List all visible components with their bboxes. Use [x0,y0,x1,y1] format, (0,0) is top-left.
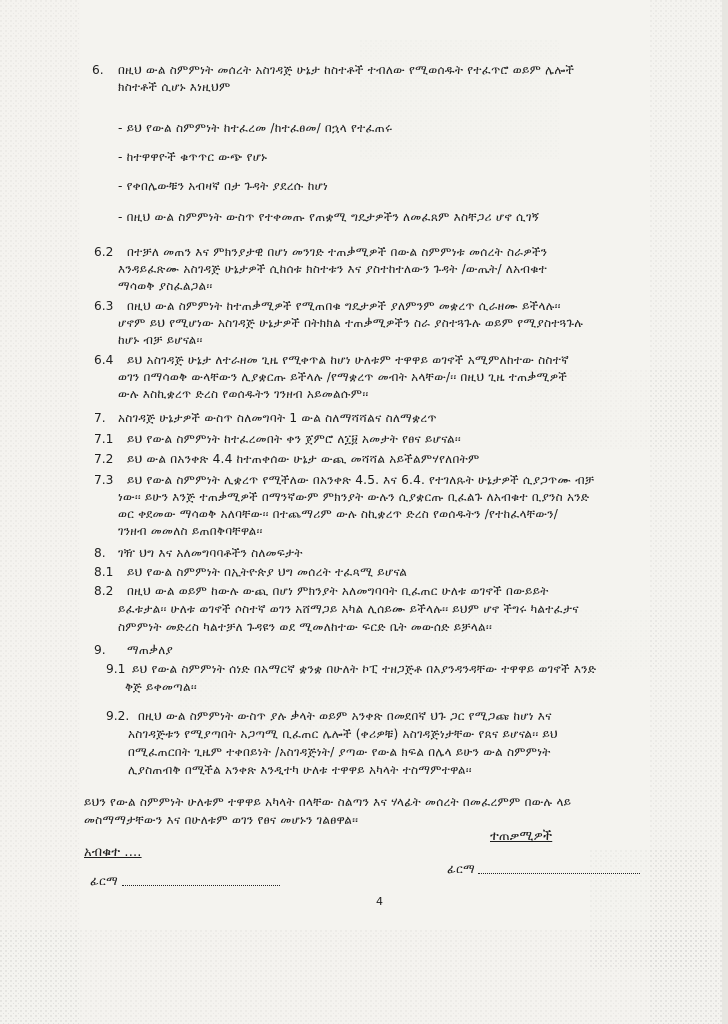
section-6-bullet: - በዚህ ውል ስምምነት ውስጥ የተቀመጡ የጠቋሚ ግዴታዎችን ለመፈጸም እስቸጋሪ ሆኖ ሲገኝ [118,210,540,224]
clause-9-1-number: 9.1 [106,662,126,676]
section-8-title: ገዥ ህግ እና አለመግባባቶችን ስለመፍታት [118,546,303,560]
section-6-bullet: - ከተዋዋዮች ቁጥጥር ውጭ የሆኑ [118,150,268,164]
signature-line-right [478,873,640,874]
clause-6-3-line3: ከሆኑ ብቻ ይሆናል፡፡ [118,333,203,347]
clause-9-2-number: 9.2. [106,709,130,723]
clause-6-4-number: 6.4 [94,353,114,367]
clause-9-2-line1: በዚህ ውል ስምምነት ውስጥ ያሉ ቃላት ወይም አንቀጽ በመደበኛ ህጉ ጋር የሚጋጩ ከሆነ እና [138,709,552,723]
clause-8-2-line3: ስምምነት መድረስ ካልተቻለ ጉዳዩን ወደ ሚመለከተው ፍርድ ቤት መውሰድ ይቻላል፡፡ [118,620,492,634]
clause-9-2-line4: ሊያስጠብቅ በሚችል አንቀጽ እንዲተካ ሁለቱ ተዋዋይ አካላት ተስማምተዋል፡፡ [128,763,472,777]
clause-6-2-line1: በተቻለ መጠን እና ምክንያታዊ በሆነ መንገድ ተጠቃሚዎች በውል ስምምነቱ መሰረት ስራዎችን [127,245,548,259]
clause-6-3-number: 6.3 [94,299,114,313]
clause-6-2-number: 6.2 [94,245,114,259]
signature-label-left: ፊርማ [90,874,118,888]
section-6-bullet: - ይህ የውል ስምምነት ከተፈረመ /ከተፈፀመ/ በኋላ የተፈጠሩ [118,121,393,135]
abkute-heading: አብቁተ .... [84,845,142,860]
clause-6-2-line2: እንዳይፈጽሙ አስገዳጅ ሁኔታዎች ሲከሰቱ ክስተቱን እና ያስተከተለውን ጉዳት /ውጤት/ ለአብቁተ [118,262,548,276]
section-9-title: ማጠቃለያ [127,643,174,657]
signature-line-left [122,885,280,886]
clause-6-3-line2: ሆኖም ይህ የሚሆነው አስገዳጅ ሁኔታዎች በትክክል ተጠቃሚዎችን ስራ ያስተጓጉሉ ወይም የሚያስተጓጉሉ [118,316,584,330]
clause-8-2-line1: በዚህ ውል ወይም ከውሉ ውጪ በሆነ ምክንያት አለመግባባት ቢፈጠር ሁለቱ ወገኖች በውይይት [127,584,549,598]
closing-line1: ይህን የውል ስምምነት ሁለቱም ተዋዋይ አካላት በላቸው ስልጣን እና ሃላፊት መሰረት በመፈረምም በውሉ ላይ [84,795,572,809]
clause-7-3-line1: ይህ የውል ስምምነት ሊቋረጥ የሚችለው በአንቀጽ 4.5. እና 6.4. የተገለጹት ሁኔታዎች ሲያጋጥሙ ብቻ [127,473,595,487]
clause-8-2-line2: ይፈቱታል፡፡ ሁለቱ ወገኖች ሶስተኛ ወገን አሸማጋይ አካል ሊሰይሙ ይችላሉ፡፡ ይህም ሆኖ ችግሩ ካልተፈታና [118,602,579,616]
section-6-number: 6. [92,63,104,77]
section-6-intro-line2: ክስተቶች ሲሆኑ እነዚህም [118,80,231,94]
clause-9-1-line2: ቅጅ ይቀመጣል፡፡ [125,680,197,694]
clause-7-3-line3: ወር ቀደመው ማሳወቅ አለባቸው፡፡ በተጨማሪም ውሉ ስኪቋረጥ ድረስ የወሰዱትን /የተከፈላቸውን/ [118,507,559,521]
clause-8-2-number: 8.2 [94,584,114,598]
clause-6-4-line3: ውሉ እስኪቋረጥ ድረስ የወሰዱትን ገንዘብ አይመልሱም፡፡ [118,387,369,401]
closing-line2: መስማማታቸውን እና በሁለቱም ወገን የፀና መሆኑን ገልፀዋል፡፡ [84,813,359,827]
clause-6-2-line3: ማሳወቅ ያስፈልጋል፡፡ [118,279,213,293]
clause-6-3-line1: በዚህ ውል ስምምነት ከተጠቃሚዎች የሚጠበቁ ግዴታዎች ያለምንም መቋረጥ ሲራዘሙ ይችላሉ፡፡ [127,299,561,313]
clause-7-2-line1: ይህ ውል በአንቀጽ 4.4 ከተጠቀሰው ሁኔታ ውጪ መሻሻል አይችልምሃየለበትም [127,452,480,466]
clause-7-3-number: 7.3 [94,473,114,487]
clause-7-1-number: 7.1 [94,432,114,446]
signature-label-right: ፊርማ [447,862,475,876]
clause-7-2-number: 7.2 [94,452,114,466]
page-number: 4 [376,895,383,908]
clause-7-3-line2: ነው፡፡ ይሁን እንጅ ተጠቃሚዎች በማንኛውም ምክንያት ውሉን ሲያቋርጡ ቢፈልጉ ለአብቁተ ቢያንስ አንድ [118,490,590,504]
section-7-title: አስገዳጅ ሁኔታዎች ውስጥ ስለመግባት 1 ውል ስለማሻሻልና ስለማቋረጥ [118,411,437,425]
section-6-intro-line1: በዚህ ውል ስምምነት መሰረት አስገዳጅ ሁኔታ ከስተቶች ተብለው የሚወሰዱት የተፈጥሮ ወይም ሌሎች [118,63,575,77]
section-6-bullet: - የቀበሌውቹን አብዛኛ በታ ጉዳት ያደረሱ ከሆነ [118,179,329,193]
clause-8-1-number: 8.1 [94,565,114,579]
clause-7-1-line1: ይህ የውል ስምምነት ከተፈረመበት ቀን ጀምሮ ለ፲፱ አመታት የፀና ይሆናል፡፡ [127,432,461,446]
beneficiaries-heading: ተጠቃሚዎች [490,829,553,844]
clause-9-2-line3: በሚፈጠርበት ጊዜም ተቀበይነት /አስገዳጅነት/ ያጣው የውል ክፍል በሌላ ይሁን ውል ስምምነት [128,745,551,759]
clause-7-3-line4: ገንዘብ መመለስ ይጠበቅባቸዋል፡፡ [118,524,263,538]
clause-9-1-line1: ይህ የውል ስምምነት ሰነድ በአማርኛ ቋንቋ በሁለት ኮፒ ተዘጋጅቶ በእያንዳንዳቸው ተዋዋይ ወገኖች እንድ [132,662,597,676]
clause-6-4-line1: ይህ አስገዳጅ ሁኔታ ለተራዘመ ጊዜ የሚቀጥል ከሆነ ሁለቱም ተዋዋይ ወገኖች አሚምለከተው ስስተኛ [127,353,569,367]
clause-9-2-line2: አስገዳጅቱን የሚያጣበት አጋጣሚ ቢፈጠር ሌሎች (ቀሪዎቹ) አስገዳጅነታቸው የጸና ይሆናል፡፡ ይህ [128,727,558,741]
section-7-number: 7. [94,411,106,425]
clause-6-4-line2: ወገን በማሳወቅ ውላቸውን ሊያቋርጡ ይችላሉ /የማቋረጥ መብት አላቸው/፡፡ በዚህ ጊዜ ተጠቃሚዎች [118,370,568,384]
section-8-number: 8. [94,546,106,560]
scan-edge [722,0,728,1024]
section-9-number: 9. [94,643,106,657]
clause-8-1-line1: ይህ የውል ስምምነት በኢትዮጵያ ህግ መሰረት ተፈጻሚ ይሆናል [127,565,408,579]
